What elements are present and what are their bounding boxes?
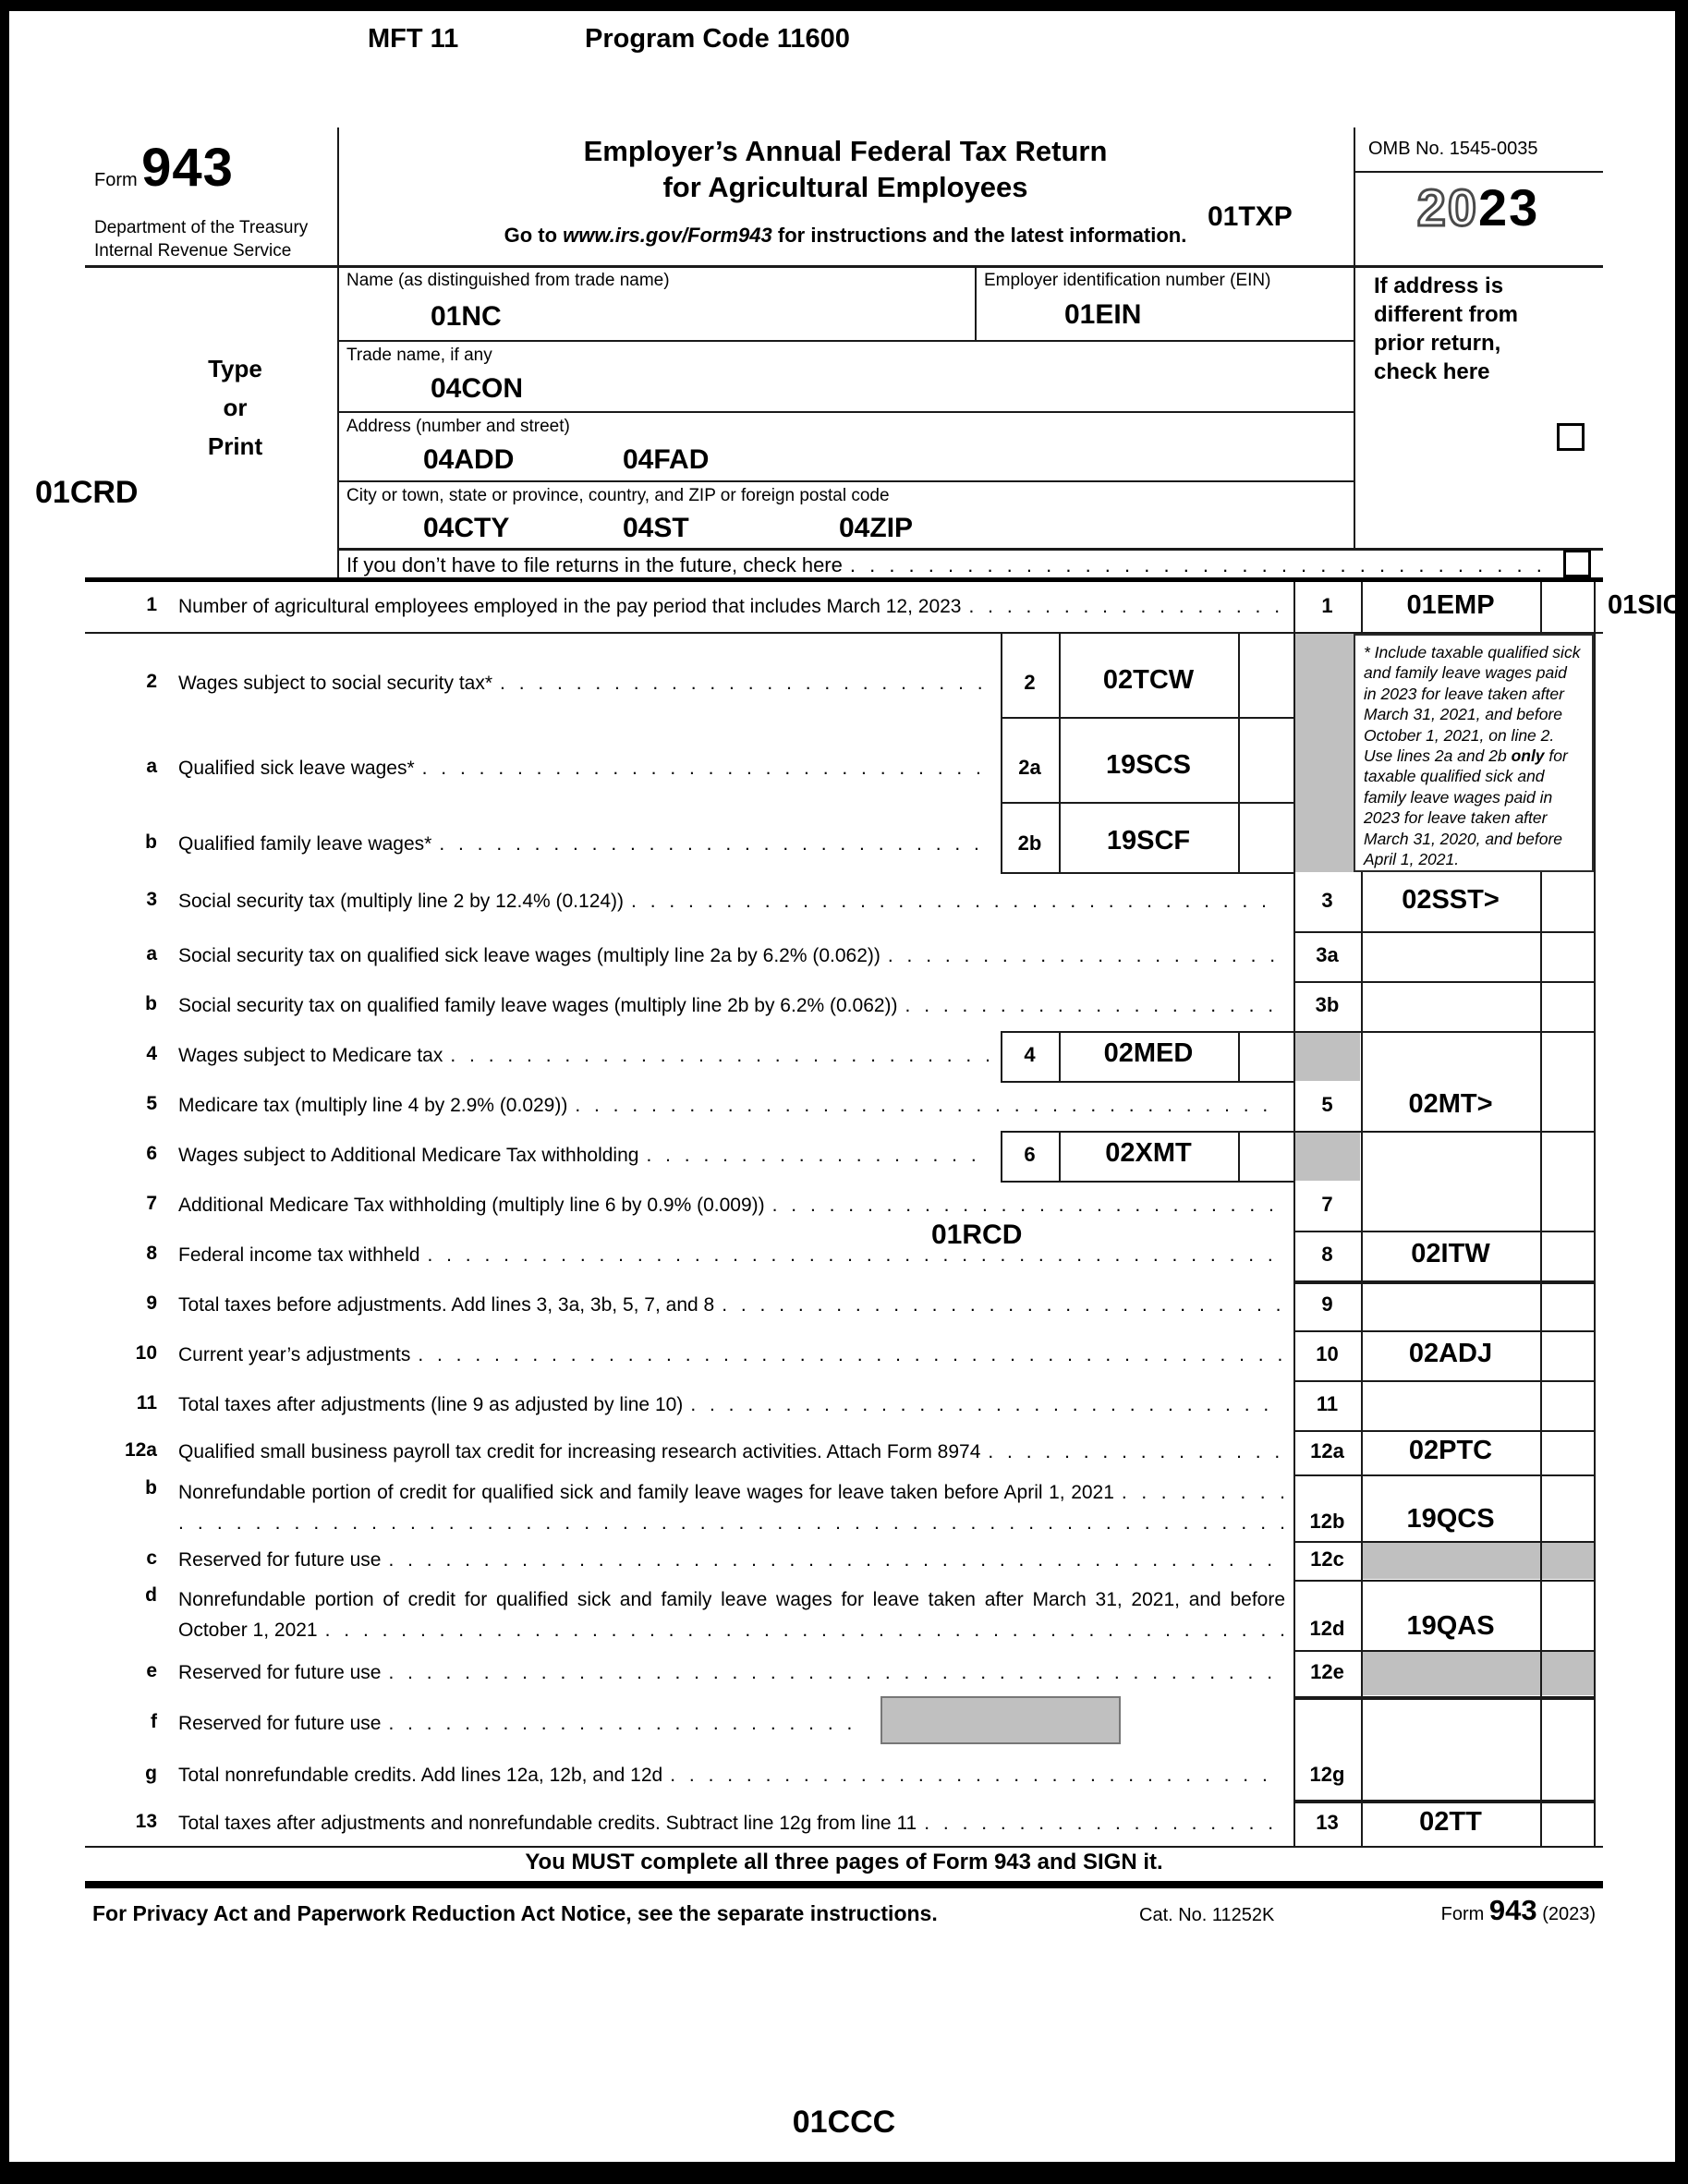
sidenote-text: * Include taxable qualified sick and family leave wages paid in 2023 for leave taken after March 31, 2021, and before October 1, 2021, on line 2. Use lines 2a and 2b	[1364, 643, 1581, 766]
line-9-description	[178, 1292, 1285, 1317]
privacy-notice: For Privacy Act and Paperwork Reduction Act Notice, see the separate instructions.	[92, 1901, 938, 1925]
line-10-value-box[interactable]: 02ADJ	[1408, 1339, 1493, 1368]
page-border-top	[0, 0, 1688, 11]
line-11-row	[85, 1380, 1603, 1430]
line-label: Qualified sick leave wages*	[178, 758, 415, 779]
line-12d-box-number: 12d	[1309, 1617, 1345, 1640]
line-6-box-number: 6	[1024, 1143, 1036, 1166]
line-number: 2	[146, 671, 157, 692]
line-10-box-number: 10	[1316, 1342, 1339, 1365]
tax-year-bold: 23	[1478, 178, 1540, 237]
line-12a-value-box[interactable]: 02PTC	[1408, 1436, 1493, 1465]
line-12b-value-box[interactable]: 19QCS	[1406, 1504, 1495, 1534]
line-2a-row	[85, 717, 1603, 802]
line-8-value-box[interactable]: 02ITW	[1411, 1239, 1490, 1268]
line-number: f	[151, 1711, 157, 1732]
sidenote-bold: only	[1511, 746, 1545, 766]
line-12e-box-number: 12e	[1310, 1660, 1344, 1683]
line-label: Medicare tax (multiply line 4 by 2.9% (0.029))	[178, 1095, 568, 1116]
line-13-description	[178, 1811, 1285, 1836]
line-9-box-number: 9	[1321, 1292, 1333, 1316]
line-11-box-number: 11	[1316, 1392, 1339, 1415]
city-field[interactable]: 04CTY	[423, 513, 510, 543]
line-label: Total taxes after adjustments (line 9 as adjusted by line 10)	[178, 1394, 684, 1415]
rcd-annotation: 01RCD	[924, 1219, 1029, 1251]
line-number: 10	[135, 1342, 157, 1364]
line-label: Reserved for future use	[178, 1662, 382, 1683]
city-label: City or town, state or province, country, and ZIP or foreign postal code	[346, 486, 890, 505]
line-1-description	[178, 594, 1285, 619]
line-label: Social security tax on qualified sick leave wages (multiply line 2a by 6.2% (0.062))	[178, 945, 880, 966]
line-6-value-box[interactable]: 02XMT	[1105, 1138, 1192, 1168]
line-number: c	[146, 1547, 157, 1569]
line-3-value-box[interactable]: 02SST>	[1402, 885, 1500, 915]
line-12b-row	[85, 1474, 1603, 1541]
agency-line-1: Department of the Treasury	[94, 218, 309, 237]
txp-annotation: 01TXP	[1208, 201, 1293, 232]
line-number: 5	[146, 1093, 157, 1114]
line-2b-value-box[interactable]: 19SCF	[1106, 826, 1191, 855]
sidenote-text2: for taxable qualified sick and family leave wages paid in 2023 for leave taken after March 31, 2020, and before April 1, 2021.	[1364, 746, 1568, 869]
line-1-row	[85, 582, 1682, 632]
goto-url: www.irs.gov/Form943	[563, 224, 772, 247]
line-2-box-number: 2	[1024, 671, 1036, 694]
line-label: Social security tax (multiply line 2 by 12.4% (0.124))	[178, 891, 625, 912]
line-7-description	[178, 1193, 1285, 1218]
line-number: 9	[146, 1292, 157, 1314]
tax-year-outline: 20	[1416, 178, 1478, 237]
line-12g-box-number: 12g	[1309, 1763, 1345, 1786]
line-8-description	[178, 1243, 1285, 1268]
line-12g-row	[85, 1752, 1603, 1800]
line-number: 1	[146, 594, 157, 615]
line-12g-description	[178, 1763, 1285, 1788]
agency-block	[94, 216, 308, 262]
line-5-description	[178, 1093, 1285, 1118]
future-file-row	[346, 552, 1548, 578]
line-label: Nonrefundable portion of credit for qualified sick and family leave wages for leave taken before April 1, 2021	[178, 1482, 1114, 1503]
print-line: Print	[207, 432, 263, 460]
line-7-row	[85, 1181, 1603, 1231]
line-label: Total taxes after adjustments and nonrefundable credits. Subtract line 12g from line 11	[178, 1813, 917, 1834]
line-label: Wages subject to Medicare tax	[178, 1045, 443, 1066]
line-label: Wages subject to social security tax*	[178, 673, 493, 694]
line-number: 3	[146, 889, 157, 910]
goto-suffix: for instructions and the latest information.	[771, 224, 1187, 247]
header-vertical-divider-left	[337, 127, 339, 582]
type-line: Type	[208, 355, 262, 382]
line-2a-value-box[interactable]: 19SCS	[1106, 750, 1191, 780]
line-number: 6	[146, 1143, 157, 1164]
line-number: g	[145, 1763, 157, 1784]
line-2b-row	[85, 802, 1603, 872]
line-label: Total nonrefundable credits. Add lines 12a, 12b, and 12d	[178, 1765, 663, 1786]
line-2-description	[178, 671, 991, 696]
line-2-value-box[interactable]: 02TCW	[1102, 665, 1195, 695]
form-header	[85, 127, 1603, 582]
line-number: b	[145, 1477, 157, 1498]
catalog-number: Cat. No. 11252K	[1139, 1905, 1275, 1925]
line-12d-value-box[interactable]: 19QAS	[1406, 1611, 1495, 1641]
future-file-checkbox[interactable]	[1563, 550, 1591, 577]
line-12d-row	[85, 1580, 1603, 1650]
line-number: 11	[136, 1392, 157, 1414]
line-label: Number of agricultural employees employed in the pay period that includes March 12, 2023	[178, 596, 962, 617]
address-field[interactable]: 04ADD	[423, 444, 515, 475]
goto-instructions	[337, 224, 1354, 248]
line-13-value-box[interactable]: 02TT	[1419, 1807, 1482, 1837]
goto-prefix: Go to	[504, 224, 564, 247]
type-or-print-label	[140, 349, 330, 466]
line-label: Wages subject to Additional Medicare Tax withholding	[178, 1145, 639, 1166]
state-field[interactable]: 04ST	[623, 513, 689, 543]
footer-form-id	[1349, 1894, 1596, 1927]
line-number: a	[146, 943, 157, 965]
footer-form-word: Form	[1440, 1904, 1485, 1924]
row-divider-name	[337, 340, 1354, 342]
line-3-description	[178, 889, 1285, 914]
line-label: Reserved for future use	[178, 1713, 382, 1734]
line-5-box-number: 5	[1321, 1093, 1333, 1116]
page-border-bottom	[0, 2162, 1688, 2184]
line-12d-description	[178, 1584, 1285, 1645]
address-label: Address (number and street)	[346, 417, 570, 436]
address-diff-checkbox[interactable]	[1557, 423, 1585, 451]
address-diff-label: If address is different from prior return, check here	[1374, 273, 1518, 384]
trade-name-label: Trade name, if any	[346, 346, 492, 365]
line-2b-description	[178, 831, 991, 856]
line-10-description	[178, 1342, 1285, 1367]
line-2b-box-number: 2b	[1017, 831, 1042, 855]
page-border-left	[0, 0, 9, 2184]
line-11-description	[178, 1392, 1285, 1417]
footer-form-year: (2023)	[1542, 1904, 1596, 1924]
line-10-row	[85, 1330, 1603, 1380]
sic-annotation: 01SIC	[1608, 590, 1682, 620]
agency-line-2: Internal Revenue Service	[94, 241, 292, 261]
line-label: Reserved for future use	[178, 1549, 382, 1571]
form-number: 943	[141, 138, 234, 198]
address-field-2[interactable]: 04FAD	[623, 444, 710, 475]
line-12a-description	[178, 1439, 1285, 1464]
line-8-box-number: 8	[1321, 1243, 1333, 1266]
omb-divider	[1354, 171, 1603, 173]
line-7-box-number: 7	[1321, 1193, 1333, 1216]
zip-field[interactable]: 04ZIP	[839, 513, 914, 543]
crd-annotation: 01CRD	[35, 475, 139, 510]
line-12e-description	[178, 1660, 1285, 1685]
line-1-box-number: 1	[1321, 594, 1333, 617]
line-4-description	[178, 1043, 991, 1068]
header-bottom-rule	[85, 265, 1603, 268]
line-12c-row	[85, 1541, 1603, 1580]
line-12c-description	[178, 1547, 1285, 1572]
line-12a-row	[85, 1430, 1603, 1474]
header-vertical-divider-right	[1354, 127, 1355, 548]
ein-cell-divider	[975, 265, 977, 340]
line-13-box-number: 13	[1316, 1811, 1339, 1834]
line-12b-description	[178, 1477, 1285, 1538]
dot-leaders	[178, 1620, 1285, 1645]
line-label: Federal income tax withheld	[178, 1244, 420, 1266]
line-number: b	[145, 831, 157, 853]
line-1-value-box[interactable]: 01EMP	[1406, 590, 1495, 620]
line-label: Additional Medicare Tax withholding (multiply line 6 by 0.9% (0.009))	[178, 1195, 765, 1216]
line-number: e	[146, 1660, 157, 1681]
line-items-section	[85, 582, 1682, 1848]
line-number: 4	[146, 1043, 157, 1064]
line-4-value-box[interactable]: 02MED	[1103, 1038, 1194, 1068]
program-code-annotation: Program Code 11600	[585, 24, 850, 54]
line-label: Current year’s adjustments	[178, 1344, 411, 1365]
omb-number: OMB No. 1545-0035	[1368, 139, 1538, 159]
line-3b-box-number: 3b	[1315, 993, 1340, 1016]
line-number: d	[145, 1584, 157, 1606]
line-number: 13	[135, 1811, 157, 1832]
line-12b-box-number: 12b	[1309, 1510, 1345, 1533]
form-title-line1: Employer’s Annual Federal Tax Return	[583, 135, 1108, 167]
line-12e-row	[85, 1650, 1603, 1696]
line-3b-row	[85, 981, 1603, 1031]
line-4-box-number: 4	[1024, 1043, 1036, 1066]
line-label: Nonrefundable portion of credit for qualified sick and family leave wages for leave taken after March 31, 2021, and before October 1, 2021	[178, 1589, 1285, 1641]
line-number: b	[145, 993, 157, 1014]
footer-form-number: 943	[1488, 1894, 1537, 1926]
or-line: or	[223, 394, 248, 421]
form-word: Form	[94, 170, 138, 190]
line-12f-row	[85, 1696, 1603, 1752]
line-6-description	[178, 1143, 991, 1168]
line-12c-box-number: 12c	[1310, 1547, 1344, 1571]
mft-annotation: MFT 11	[368, 24, 459, 54]
line-2a-box-number: 2a	[1018, 756, 1041, 779]
line-number: 12a	[124, 1439, 157, 1461]
ein-field[interactable]: 01EIN	[1064, 299, 1142, 330]
sign-notice: You MUST complete all three pages of Form 943 and SIGN it.	[525, 1850, 1163, 1875]
form-title-line2: for Agricultural Employees	[662, 171, 1028, 203]
line-label: Social security tax on qualified family leave wages (multiply line 2b by 6.2% (0.062))	[178, 995, 898, 1016]
row-divider-trade	[337, 411, 1354, 413]
line-3a-description	[178, 943, 1285, 968]
line-8-row	[85, 1219, 1603, 1280]
line-2-row	[85, 632, 1603, 717]
line-3-row	[85, 872, 1603, 931]
line-12a-box-number: 12a	[1310, 1439, 1344, 1462]
line-2a-description	[178, 756, 991, 781]
line-3a-box-number: 3a	[1316, 943, 1339, 966]
row-divider-address	[337, 480, 1354, 482]
line-number: 7	[146, 1193, 157, 1214]
line-number: a	[146, 756, 157, 777]
line-label: Total taxes before adjustments. Add lines 3, 3a, 3b, 5, 7, and 8	[178, 1294, 715, 1316]
form-number-block	[94, 137, 234, 199]
line-5-row	[85, 1081, 1603, 1131]
row-divider-city	[337, 548, 1603, 551]
line-4-row	[85, 1031, 1603, 1081]
line-12f-description	[178, 1711, 867, 1736]
footer-thick-rule	[85, 1881, 1603, 1888]
line-9-row	[85, 1280, 1603, 1330]
future-file-label: If you don’t have to file returns in the future, check here	[346, 553, 843, 576]
ein-label: Employer identification number (EIN)	[984, 271, 1271, 290]
line-3-box-number: 3	[1321, 889, 1333, 912]
page-border-right	[1675, 0, 1688, 2184]
line-number: 8	[146, 1243, 157, 1264]
trade-name-field[interactable]: 04CON	[431, 373, 524, 404]
tax-year	[1354, 177, 1603, 237]
line-5-value-box[interactable]: 02MT>	[1408, 1089, 1493, 1119]
line-6-row	[85, 1131, 1603, 1181]
form-title	[337, 133, 1354, 205]
line-3a-row	[85, 931, 1603, 981]
name-field[interactable]: 01NC	[431, 301, 502, 332]
line-label: Qualified family leave wages*	[178, 833, 432, 855]
line-3b-description	[178, 993, 1285, 1018]
line-label: Qualified small business payroll tax credit for increasing research activities. Attach Form 8974	[178, 1441, 981, 1462]
line-13-row	[85, 1800, 1603, 1848]
name-label: Name (as distinguished from trade name)	[346, 271, 670, 290]
ccc-annotation: 01CCC	[792, 2105, 896, 2140]
